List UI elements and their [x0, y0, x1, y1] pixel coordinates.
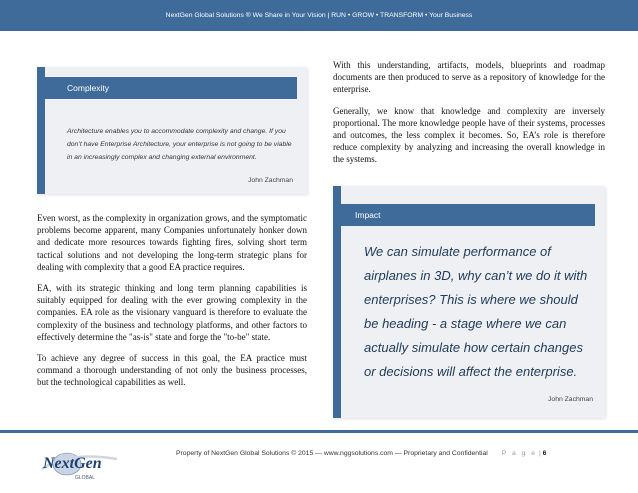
- complexity-callout: [37, 67, 307, 194]
- footer-divider: [0, 430, 638, 433]
- callout-quote: We can simulate performance of airplanes in 3D, why can’t we do it with enterprises? This is where we should be heading - a stage where we can actually simulate how certain changes or decisions will affect the enterprise.: [364, 244, 588, 379]
- page-label: P a g e: [501, 450, 538, 457]
- nextgen-logo: [37, 443, 123, 483]
- header-text: NextGen Global Solutions ® We Share in Your Vision | RUN • GROW • TRANSFORM • Your Business: [165, 12, 473, 19]
- body-paragraph: With this understanding, artifacts, models, blueprints and roadmap documents are then produced to serve as a repository of knowledge for the enterprise.: [333, 60, 605, 95]
- callout-author: John Zachman: [248, 177, 293, 184]
- page-separator: |: [538, 450, 541, 457]
- callout-title: Impact: [333, 204, 595, 226]
- left-column-body: [37, 212, 307, 398]
- page-footer: [176, 450, 546, 457]
- logo-text: NextGen: [43, 455, 102, 472]
- right-column-body: [333, 59, 605, 175]
- logo-subtext: GLOBAL: [75, 475, 96, 481]
- body-paragraph: Even worst, as the complexity in organization grows, and the symptomatic problems become apparent, many Companies unfortunately honker down and dedicate more resources towards fighting fires, solving short term tactical solutions and not developing the long-term strategic plans for dealing with complexity that a good EA practice requires.: [37, 213, 307, 272]
- callout-title: Complexity: [37, 77, 297, 99]
- body-paragraph: EA, with its strategic thinking and long term planning capabilities is suitably equipped for dealing with the ever growing complexity in the companies. EA role as the visionary vanguard is therefore to evaluate the complexity of the business and technology platforms, and other factors to effectively determine the "as-is" state and forge the "to-be" state.: [37, 283, 307, 342]
- body-paragraph: To achieve any degree of success in this goal, the EA practice must command a thorough understanding of not only the business processes, but the technological capabilities as well.: [37, 353, 307, 388]
- callout-author: John Zachman: [548, 396, 593, 403]
- impact-callout: [333, 186, 605, 418]
- page-header-banner: [0, 0, 638, 31]
- footer-text: Property of NextGen Global Solutions © 2015 — www.nggsolutions.com — Proprietary and Confidential: [176, 450, 488, 457]
- callout-quote: Architecture enables you to accommodate complexity and change. If you don’t have Enterprise Architecture, your enterprise is not going to be viable in an increasingly complex and changing external environment.: [67, 128, 292, 161]
- page-number: 6: [542, 450, 547, 457]
- body-paragraph: Generally, we know that knowledge and complexity are inversely proportional. The more knowledge people have of their systems, processes and outcomes, the less complex it becomes. So, EA’s role is therefore reduce complexity by analyzing and increasing the overall knowledge in the systems.: [333, 105, 605, 165]
